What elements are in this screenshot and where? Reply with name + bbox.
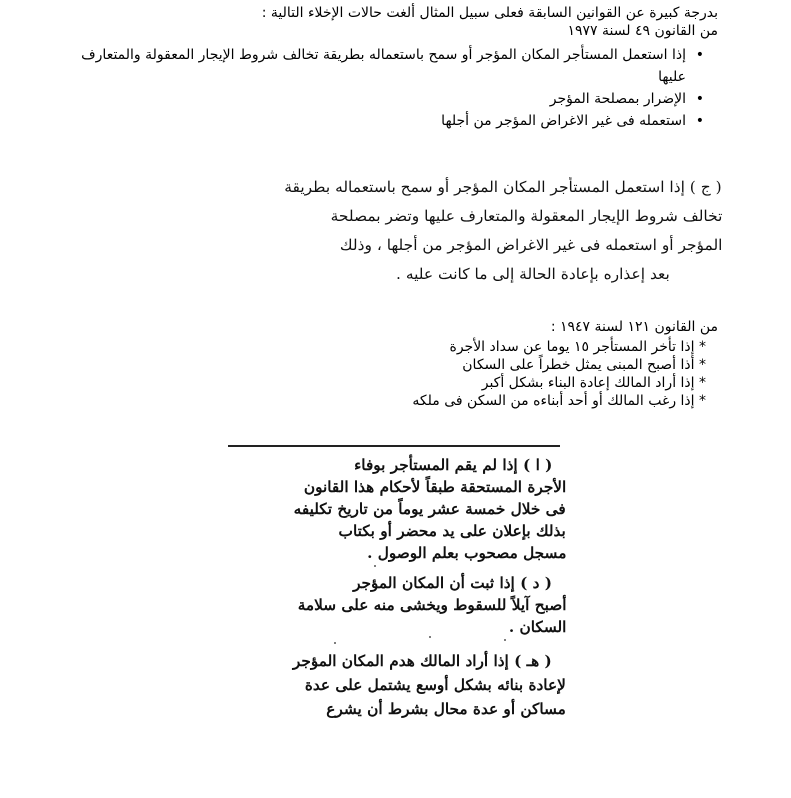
scan-1947-line-10: لإعادة بنائه بشكل أوسع يشتمل على عدة — [305, 676, 566, 694]
scan-1977-line-1: ( ج ) إذا استعمل المستأجر المكان المؤجر أو سمح باستعماله بطريقة — [284, 178, 722, 196]
intro-line: بدرجة كبيرة عن القوانين السابقة فعلى سبيل المثال ألغت حالات الإخلاء التالية : — [261, 5, 718, 21]
scan-speck — [374, 565, 376, 567]
scan-1947-line-11: مساكن أو عدة محال بشرط أن يشرع — [326, 700, 566, 718]
law-1977-bullet-3: • استعمله فى غير الاغراض المؤجر من أجلها — [86, 110, 706, 132]
scan-1947-line-1: ( ا ) إذا لم يقم المستأجر بوفاء — [353, 456, 552, 474]
law-1947-item-2: * أذا أصبح المبنى يمثل خطراً على السكان — [462, 357, 706, 373]
scanned-excerpt-law-1977 — [130, 170, 730, 310]
law-1977-bullet-1: • إذا استعمل المستأجر المكان المؤجر أو سمح باستعماله بطريقة تخالف شروط الإيجار المعقولة والمتعارف عليها — [66, 44, 706, 88]
law-1947-item-3: * إذا أراد المالك إعادة البناء بشكل أكبر — [481, 375, 706, 391]
scan-1947-line-3: فى خلال خمسة عشر يوماً من تاريخ تكليفه — [293, 500, 566, 518]
law-1977-bullet-list — [66, 44, 706, 132]
scanned-excerpt-law-1947 — [214, 440, 574, 740]
scan-1947-line-9: ( هـ ) إذا أراد المالك هدم المكان المؤجر — [293, 652, 552, 670]
scan-1977-line-2: تخالف شروط الإيجار المعقولة والمتعارف عليها وتضر بمصلحة — [330, 207, 722, 225]
scan-speck — [429, 636, 431, 638]
law-1947-heading: من القانون ١٢١ لسنة ١٩٤٧ : — [550, 319, 718, 335]
scan-speck — [334, 642, 336, 644]
scan-1947-line-2: الأجرة المستحقة طبقاً لأحكام هذا القانون — [303, 478, 566, 496]
law-1977-bullet-2: • الإضرار بمصلحة المؤجر — [86, 88, 706, 110]
scan-1977-line-3: المؤجر أو استعمله فى غير الاغراض المؤجر من أجلها ، وذلك — [339, 236, 722, 254]
scan-1947-line-5: مسجل مصحوب بعلم الوصول . — [366, 544, 566, 562]
scan-1947-line-6: ( د ) إذا ثبت أن المكان المؤجر — [353, 574, 552, 592]
scan-1947-line-4: بذلك بإعلان على يد محضر أو بكتاب — [338, 522, 566, 540]
scan-speck — [504, 639, 506, 641]
law-1947-item-4: * إذا رغب المالك أو أحد أبناءه من السكن فى ملكه — [412, 393, 706, 409]
scan-1977-line-4: بعد إعذاره بإعادة الحالة إلى ما كانت عليه . — [396, 265, 670, 283]
law-1947-item-1: * إذا تأخر المستأجر ١٥ يوما عن سداد الأجرة — [449, 339, 706, 355]
scan-1947-line-7: أصبح آيلاً للسقوط ويخشى منه على سلامة — [297, 596, 566, 614]
scan-top-rule — [228, 445, 560, 447]
scan-1947-line-8: السكان . — [508, 618, 566, 636]
law-1977-heading: من القانون ٤٩ لسنة ١٩٧٧ — [567, 23, 718, 39]
